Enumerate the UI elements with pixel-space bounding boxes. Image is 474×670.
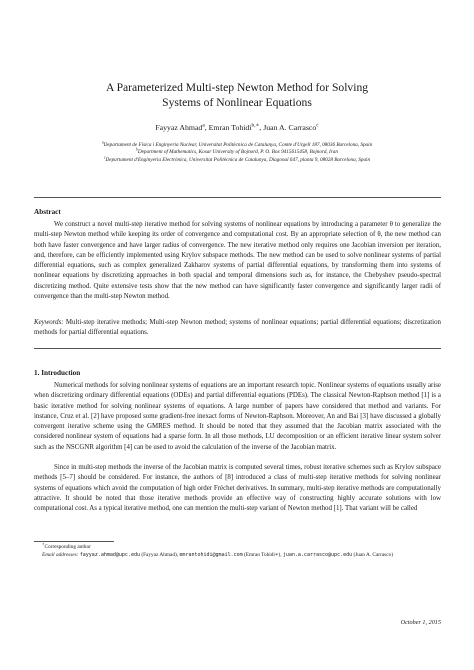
author-sup: a <box>202 122 205 129</box>
author-sup: c <box>316 122 319 129</box>
email-owner: (Juan A. Carrasco) <box>353 551 394 558</box>
abstract-bottom-rule <box>34 348 441 349</box>
email-link[interactable]: juan.a.carrasco@upc.edu <box>282 551 353 558</box>
footnote <box>34 544 441 559</box>
author-list: Fayyaz Ahmad$^a$, Emran Tohidi$^{b,∗}$, Juan A. Carrasco$^c$ <box>155 122 319 132</box>
abstract-heading: Abstract <box>34 208 61 216</box>
affiliation <box>40 157 434 164</box>
author-name: Emran Tohidi <box>208 123 252 132</box>
abstract-top-rule <box>34 197 441 198</box>
title-line-2: Systems of Nonlinear Equations <box>162 95 312 109</box>
preprint-date: October 1, 2015 <box>400 619 441 626</box>
affiliation <box>40 149 434 156</box>
affiliation-text: Departament de Física i Enginyeria Nuclear, Universitat Politècnica de Catalunya, Comte d'Urgell 187, 08036 Barcelona, Spain <box>103 142 373 148</box>
keywords-label: Keywords: <box>34 319 64 326</box>
intro-paragraph-2: Since in multi-step methods the inverse of the Jacobian matrix is computed several times, robust iterative schemes such as Krylov subspace methods [5–7] should be considered. For instance, the authors of [8] introduced a class of multi-step iterative methods for solving nonlinear systems of equations which avoid the computation of high order Fréchet derivatives. In summary, multi-step iterative methods are computationally attractive. It should be noted that those iterative methods provide an effective way of constructing highly accurate solutions with low computational cost. As a typical iterative method, one can mention the multi-step variant of Newton method [1]. That variant will be called <box>34 464 441 513</box>
affiliations <box>40 142 434 164</box>
footnote-corresponding: ∗Corresponding author <box>42 542 91 550</box>
author-name: Fayyaz Ahmad <box>155 123 203 132</box>
email-link[interactable]: fayyaz.ahmad@upc.edu <box>79 551 140 558</box>
affiliation-text: Department of Mathematics, Kosar University of Bojnord, P. O. Box 9415615458, Bojnord, Iran <box>137 149 338 156</box>
paper-title <box>0 81 474 110</box>
corresponding-label: Corresponding author <box>44 544 91 550</box>
intro-paragraph-1: Numerical methods for solving nonlinear systems of equations are an important research topic. Nonlinear systems of equations usually arise when discretizing ordinary differential equations (ODEs) and partial differential equations (PDEs). The classical Newton-Raphson method [1] is a basic iterative method for solving nonlinear systems of equations. A large number of papers have considered that method and variants. For instance, Cruz et al. [2] have proposed some gradient-free inexact forms of Newton-Raphson. Moreover, An and Bai [3] have discussed a globally convergent iterative scheme using the GMRES method. It should be noted that they assumed that the Jacobian matrix associated with the considered nonlinear system of equations had a sparse form. In all those methods, LU decomposition or an efficient iterative linear system solver such as the NSCGNR algorithm [4] can be used to avoid the calculation of the inverse of the Jacobian matrix. <box>34 382 441 451</box>
email-label: Email addresses: <box>42 551 79 558</box>
affiliation-sup: a <box>101 140 104 145</box>
footnote-emails: Email addresses: fayyaz.ahmad@upc.edu (Fayyaz Ahmad), emrantohidi@gmail.com (Emran Tohidi∗), juan.a.carrasco@upc.edu (Juan A. Carrasco) <box>42 551 394 558</box>
author-name: Juan A. Carrasco <box>263 123 317 132</box>
affiliation-sup: b <box>136 147 138 152</box>
email-owner: (Fayyaz Ahmad) <box>141 551 177 558</box>
email-link[interactable]: emrantohidi@gmail.com <box>179 551 243 558</box>
section-heading: 1. Introduction <box>34 369 81 377</box>
keywords <box>34 318 441 339</box>
author-sup: b,∗ <box>251 122 260 129</box>
title-line-1: A Parameterized Multi-step Newton Method for Solving <box>105 81 369 94</box>
footnote-rule <box>34 541 114 542</box>
affiliation-sup: c <box>103 155 106 160</box>
keywords-text: Multi-step iterative methods; Multi-step Newton method; systems of nonlinear equations; partial differential equations; discretization methods for partial differential equations. <box>34 319 441 337</box>
affiliation-text: Departament d'Enginyeria Electrònica, Universitat Politècnica de Catalunya, Diagonal 647, planta 9, 08028 Barcelona, Spain <box>105 156 371 163</box>
abstract-text: We construct a novel multi-step iterative method for solving systems of nonlinear equations by introducing a parameter θ to generalize the multi-step Newton method while keeping its order of convergence and computational cost. By an appropriate selection of θ, the new method can both have faster convergence and have larger radius of convergence. The new iterative method only requires one Jacobian inversion per iteration, and, therefore, can be efficiently implemented using Krylov subspace methods. The new method can be used to solve nonlinear systems of partial differential equations, such as complex generalized Zakharov systems of partial differential equations, by transforming them into systems of nonlinear equations by discretizing approaches in both spacial and temporal dimensions such as, for instance, the Chebyshev pseudo-spectral discretizing method. Quite extensive tests show that the new method can have significantly faster convergence and significantly larger radii of convergence than the multi-step Newton method. <box>34 221 441 301</box>
email-owner: (Emran Tohidi∗) <box>243 551 281 558</box>
